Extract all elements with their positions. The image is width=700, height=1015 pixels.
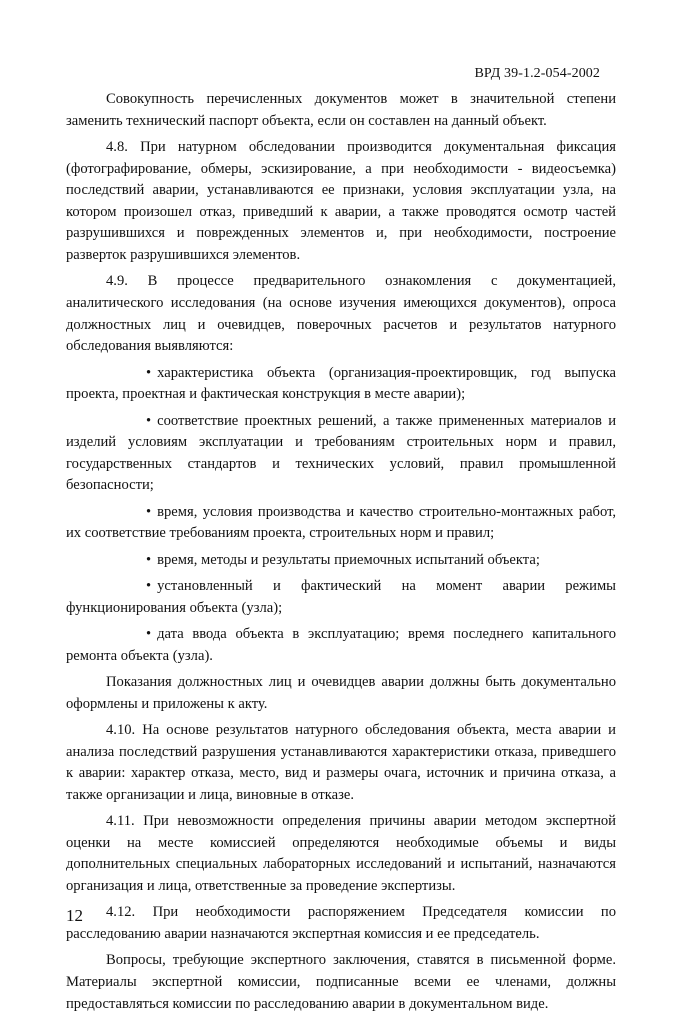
bullet-icon: • xyxy=(146,626,152,643)
bullet-text: время, методы и результаты приемочных испытаний объекта; xyxy=(157,551,540,568)
body-paragraph-4-8: 4.8. При натурном обследовании производится документальная фиксация (фотографирование, обмеры, эскизирование, а при необходимости - видеосъемка) последствий аварии, устанавливаются ее признаки, условия эксплуатации узла, на котором произошел отказ, приведший к аварии, а также проводятся осмотр частей разрушившихся и поврежденных элементов и, при необходимости, построение разверток разрушившихся элементов. xyxy=(66,138,616,263)
bullet-text: характеристика объекта (организация-проектировщик, год выпуска проекта, проектная и фактическая конструкция в месте аварии); xyxy=(66,364,616,403)
bullet-icon: • xyxy=(146,503,152,520)
body-paragraph: Совокупность перечисленных документов может в значительной степени заменить технический паспорт объекта, если он составлен на данный объект. xyxy=(66,91,616,129)
bullet-item xyxy=(66,576,616,619)
body-paragraph-4-9: 4.9. В процессе предварительного ознакомления с документацией, аналитического исследования (на основе изучения имеющихся документов), опроса должностных лиц и очевидцев, поверочных расчетов и результатов натурного обследования выявляются: xyxy=(66,273,616,355)
bullet-item xyxy=(66,550,616,572)
body-paragraph-4-10: 4.10. На основе результатов натурного обследования объекта, места аварии и анализа последствий разрушения устанавливаются характеристики отказа, приведшего к аварии: характер отказа, место, вид и размеры очага, источник и причина отказа, а также организации и лица, виновные в отказе. xyxy=(66,722,616,803)
body-paragraph: Вопросы, требующие экспертного заключения, ставятся в письменной форме. Материалы экспертной комиссии, подписанные всеми ее членами, должны предоставляться комиссии по расследованию аварии в документальном виде. xyxy=(66,952,616,1012)
bullet-icon: • xyxy=(146,578,152,595)
bullet-item xyxy=(66,363,616,406)
bullet-icon: • xyxy=(146,364,152,381)
document-code-header: ВРД 39-1.2-054-2002 xyxy=(474,66,600,81)
bullet-item xyxy=(66,411,616,497)
bullet-icon: • xyxy=(146,412,152,429)
bullet-text: дата ввода объекта в эксплуатацию; время последнего капитального ремонта объекта (узла). xyxy=(66,626,616,664)
body-paragraph: Показания должностных лиц и очевидцев аварии должны быть документально оформлены и приложены к акту. xyxy=(66,674,616,712)
bullet-icon: • xyxy=(146,551,152,568)
bullet-text: установленный и фактический на момент аварии режимы функционирования объекта (узла); xyxy=(66,578,616,616)
page-number: 12 xyxy=(66,906,83,925)
body-paragraph-4-11: 4.11. При невозможности определения причины аварии методом экспертной оценки на месте комиссией определяются необходимые объемы и виды дополнительных специальных лабораторных исследований и испытаний, назначаются организация и лица, ответственные за проведение экспертизы. xyxy=(66,813,616,894)
bullet-text: время, условия производства и качество строительно-монтажных работ, их соответствие требованиям проекта, строительных норм и правил; xyxy=(66,503,616,542)
document-body xyxy=(66,89,616,1015)
bullet-item xyxy=(66,502,616,545)
bullet-text: соответствие проектных решений, а также примененных материалов и изделий условиям эксплуатации и требованиям строительных норм и правил, государственных стандартов и технических условий, правил промышленной безопасности; xyxy=(66,412,616,494)
body-paragraph-4-12: 4.12. При необходимости распоряжением Председателя комиссии по расследованию аварии назначаются экспертная комиссия и ее председатель. xyxy=(66,904,616,942)
bullet-item xyxy=(66,624,616,667)
